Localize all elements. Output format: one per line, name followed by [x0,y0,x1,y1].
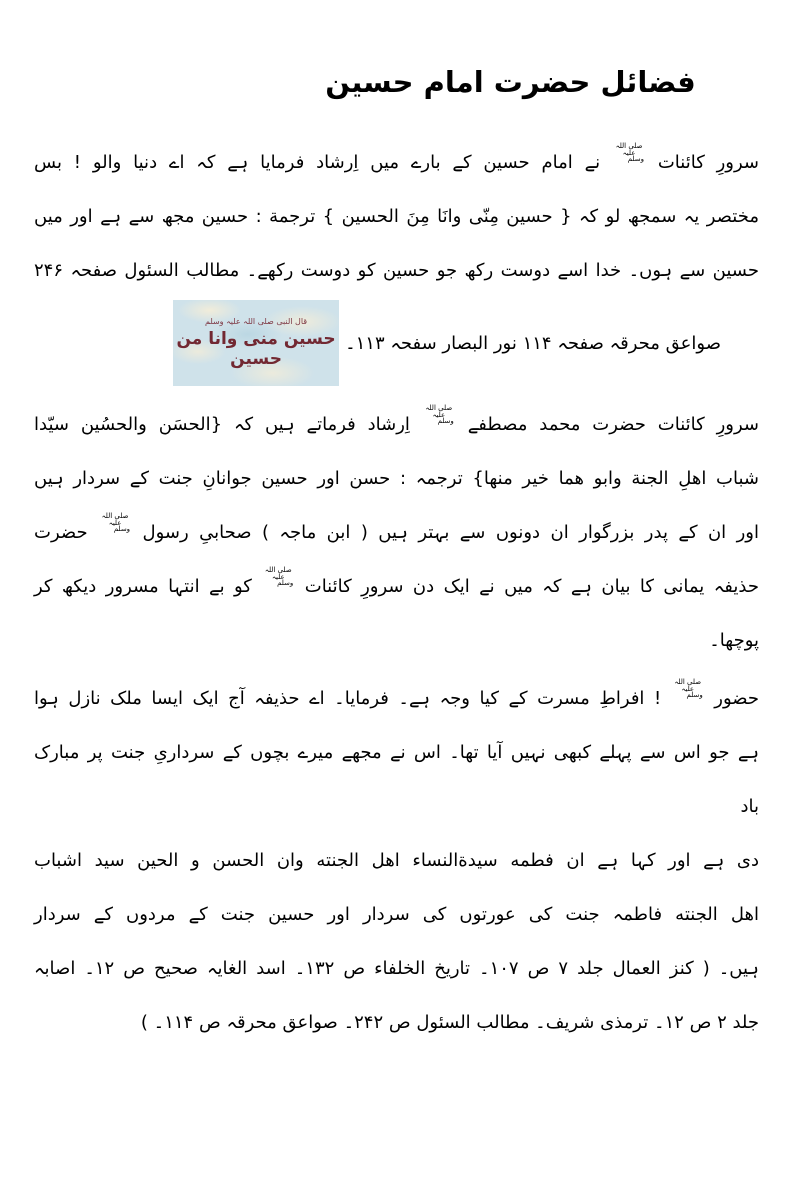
text-line: جلد ۲ ص ۱۲۔ ترمذی شریف۔ مطالب السئول ص ۲۴۲۔ صواعق محرقہ ص ۱۱۴۔ ) [140,1012,759,1033]
references-text: صواعق محرقہ صفحہ ۱۱۴ نور البصار سفحہ ۱۱۳۔ [345,332,721,354]
saw-honorific-mark: صلی اللہ علیہ وسلم [264,566,294,587]
text-segment: کو بے انتہا مسرور دیکھ کر [34,576,252,597]
text-segment: اور ان کے پدر بزرگوار ان دونوں سے بہتر ہیں ( ابن ماجہ ) صحابیِ رسول [142,522,759,543]
text-segment: اِرشاد فرماتے ہیں کہ {الحسَن والحسُین سیّدا [34,414,410,435]
text-line: ہے جو اس سے پہلے کبھی نہیں آیا تھا۔ اس نے مجھے میرے بچوں کے سرداریِ جنت پر مبارک [34,742,759,763]
text-line: حسین سے ہوں۔ خدا اسے دوست رکھ جو حسین کو دوست رکھے۔ مطالب السئول صفحہ ۲۴۶ [34,260,759,281]
references-line [34,298,759,388]
calligraphy-image [173,300,339,386]
paragraph-2 [34,398,759,668]
text-line [34,672,759,726]
page-title: فضائل حضرت امام حسین [325,65,696,99]
text-line: پوچھا۔ [709,630,759,651]
saw-honorific-mark: صلی اللہ علیہ وسلم [425,404,454,425]
text-segment: حضور [714,688,760,709]
text-line: ہیں۔ ( کنز العمال جلد ۷ ص ۱۰۷۔ تاریخ الخلفاء ص ۱۳۲۔ اسد الغایہ صحیح ص ۱۲۔ اصابہ [34,958,759,979]
calligraphy-main-text: حسین منی وانا من حسین [176,329,336,369]
text-line: اهل الجنته فاطمہ جنت کی عورتوں کی سردار اور حسین جنت کے مردوں کے سردار [34,904,759,925]
text-segment: سرورِ کائنات حضرت محمد مصطفے [467,414,760,435]
text-line: باد [740,796,759,817]
saw-honorific-mark: صلی اللہ علیہ وسلم [615,142,645,163]
text-segment: ! افراطِ مسرت کے کیا وجہ ہے۔ فرمایا۔ اے حذیفہ آج ایک ایسا ملک نازل ہوا [34,688,662,709]
text-segment: نے امام حسین کے بارے میں اِرشاد فرمایا ہے کہ اے دنیا والو ! بس [34,152,601,173]
paragraph-3 [34,672,759,834]
paragraph-4 [34,834,759,1050]
text-line [34,136,759,190]
saw-honorific-mark: صلی اللہ علیہ وسلم [101,512,131,533]
text-segment: حذیفہ یمانی کا بیان ہے کہ میں نے ایک دن سرورِ کائنات [304,576,759,597]
text-line [34,506,759,560]
document-page [0,56,793,1050]
text-segment: حضرت [34,522,88,543]
text-line: دی ہے اور کہا ہے ان فطمه سیدةالنساء اهل الجنته وان الحسن و الحين سيد اشباب [34,850,759,871]
calligraphy-top-text: قال النبی صلی اللہ علیہ وسلم [205,317,308,326]
saw-honorific-mark: صلی اللہ علیہ وسلم [674,678,703,699]
text-line [34,398,759,452]
text-line: مختصر یہ سمجھ لو کہ { حسین مِنّی وانَا مِنَ الحسین } ترجمة : حسین مجھ سے ہے اور میں [34,206,759,227]
text-line [34,560,759,614]
text-segment: سرورِ کائنات [657,152,760,173]
text-line: شباب اهلِ الجنة وابو هما خیر منها} ترجمہ : حسن اور حسین جوانانِ جنت کے سردار ہیں [34,468,759,489]
paragraph-1 [34,136,759,298]
